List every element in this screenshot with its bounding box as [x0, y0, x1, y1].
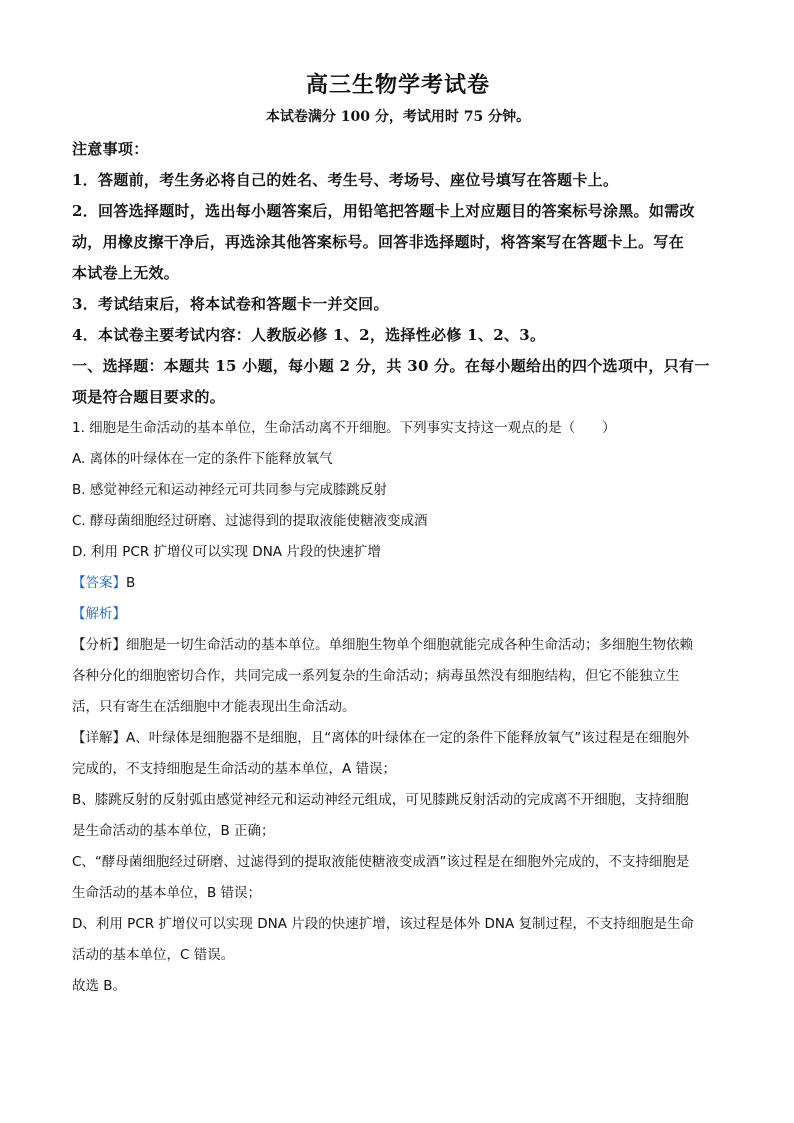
notice-line: 本试卷上无效。 — [72, 264, 180, 282]
notice-block — [72, 134, 724, 351]
question-stem: 1. 细胞是生命活动的基本单位，生命活动离不开细胞。下列事实支持这一观点的是（ ） — [72, 420, 616, 436]
analysis-line: 各种分化的细胞密切合作，共同完成一系列复杂的生命活动；病毒虽然没有细胞结构，但它不能独立生 — [72, 668, 680, 684]
section-heading-block — [72, 351, 724, 413]
analysis-line: 故选 B。 — [72, 978, 127, 994]
notice-line: 4．本试卷主要考试内容：人教版必修 1、2，选择性必修 1、2、3。 — [72, 326, 546, 344]
analysis-line: 是生命活动的基本单位，B 正确； — [72, 823, 275, 839]
notice-heading: 注意事项： — [72, 140, 149, 158]
analysis-line: 完成的，不支持细胞是生命活动的基本单位，A 错误； — [72, 761, 397, 777]
exam-subtitle: 本试卷满分 100 分，考试用时 75 分钟。 — [265, 109, 531, 125]
option-a: A. 离体的叶绿体在一定的条件下能释放氧气 — [72, 451, 333, 467]
exam-page — [72, 68, 724, 1002]
analysis-line: D、利用 PCR 扩增仪可以实现 DNA 片段的快速扩增，该过程是体外 DNA 复制过程，不支持细胞是生命 — [72, 916, 695, 932]
answer-value: B — [126, 575, 136, 591]
analysis-label-line — [72, 599, 724, 630]
answer-line — [72, 568, 724, 599]
answer-label: 【答案】 — [72, 575, 126, 591]
section-heading-line: 项是符合题目要求的。 — [72, 388, 226, 406]
analysis-line: 【详解】A、叶绿体是细胞器不是细胞，且“离体的叶绿体在一定的条件下能释放氧气”该过程是在细胞外 — [72, 730, 690, 746]
analysis-line: 生命活动的基本单位，B 错误； — [72, 885, 262, 901]
analysis-line: B、膝跳反射的反射弧由感觉神经元和运动神经元组成，可见膝跳反射活动的完成离不开细胞，支持细胞 — [72, 792, 689, 808]
section-heading-line: 一、选择题：本题共 15 小题，每小题 2 分，共 30 分。在每小题给出的四个选项中，只有一 — [72, 357, 710, 375]
option-c: C. 酵母菌细胞经过研磨、过滤得到的提取液能使糖液变成酒 — [72, 513, 428, 529]
analysis-line: 活，只有寄生在活细胞中才能表现出生命活动。 — [72, 699, 356, 715]
answer-block — [72, 568, 724, 630]
analysis-line: 活动的基本单位，C 错误。 — [72, 947, 235, 963]
analysis-block — [72, 630, 724, 1002]
notice-line: 3．考试结束后，将本试卷和答题卡一并交回。 — [72, 295, 389, 313]
question-1 — [72, 413, 724, 568]
exam-title: 高三生物学考试卷 — [305, 72, 490, 98]
analysis-line: C、“酵母菌细胞经过研磨、过滤得到的提取液能使糖液变成酒”该过程是在细胞外完成的，不支持细胞是 — [72, 854, 690, 870]
notice-line: 2．回答选择题时，选出每小题答案后，用铅笔把答题卡上对应题目的答案标号涂黑。如需改 — [72, 202, 695, 220]
analysis-label: 【解析】 — [72, 606, 126, 622]
option-b: B. 感觉神经元和运动神经元可共同参与完成膝跳反射 — [72, 482, 387, 498]
notice-line: 1．答题前，考生务必将自己的姓名、考生号、考场号、座位号填写在答题卡上。 — [72, 171, 619, 189]
option-d: D. 利用 PCR 扩增仪可以实现 DNA 片段的快速扩增 — [72, 544, 381, 560]
analysis-line: 【分析】细胞是一切生命活动的基本单位。单细胞生物单个细胞就能完成各种生命活动；多细胞生物依赖 — [72, 637, 693, 653]
notice-line: 动，用橡皮擦干净后，再选涂其他答案标号。回答非选择题时，将答案写在答题卡上。写在 — [72, 233, 685, 251]
